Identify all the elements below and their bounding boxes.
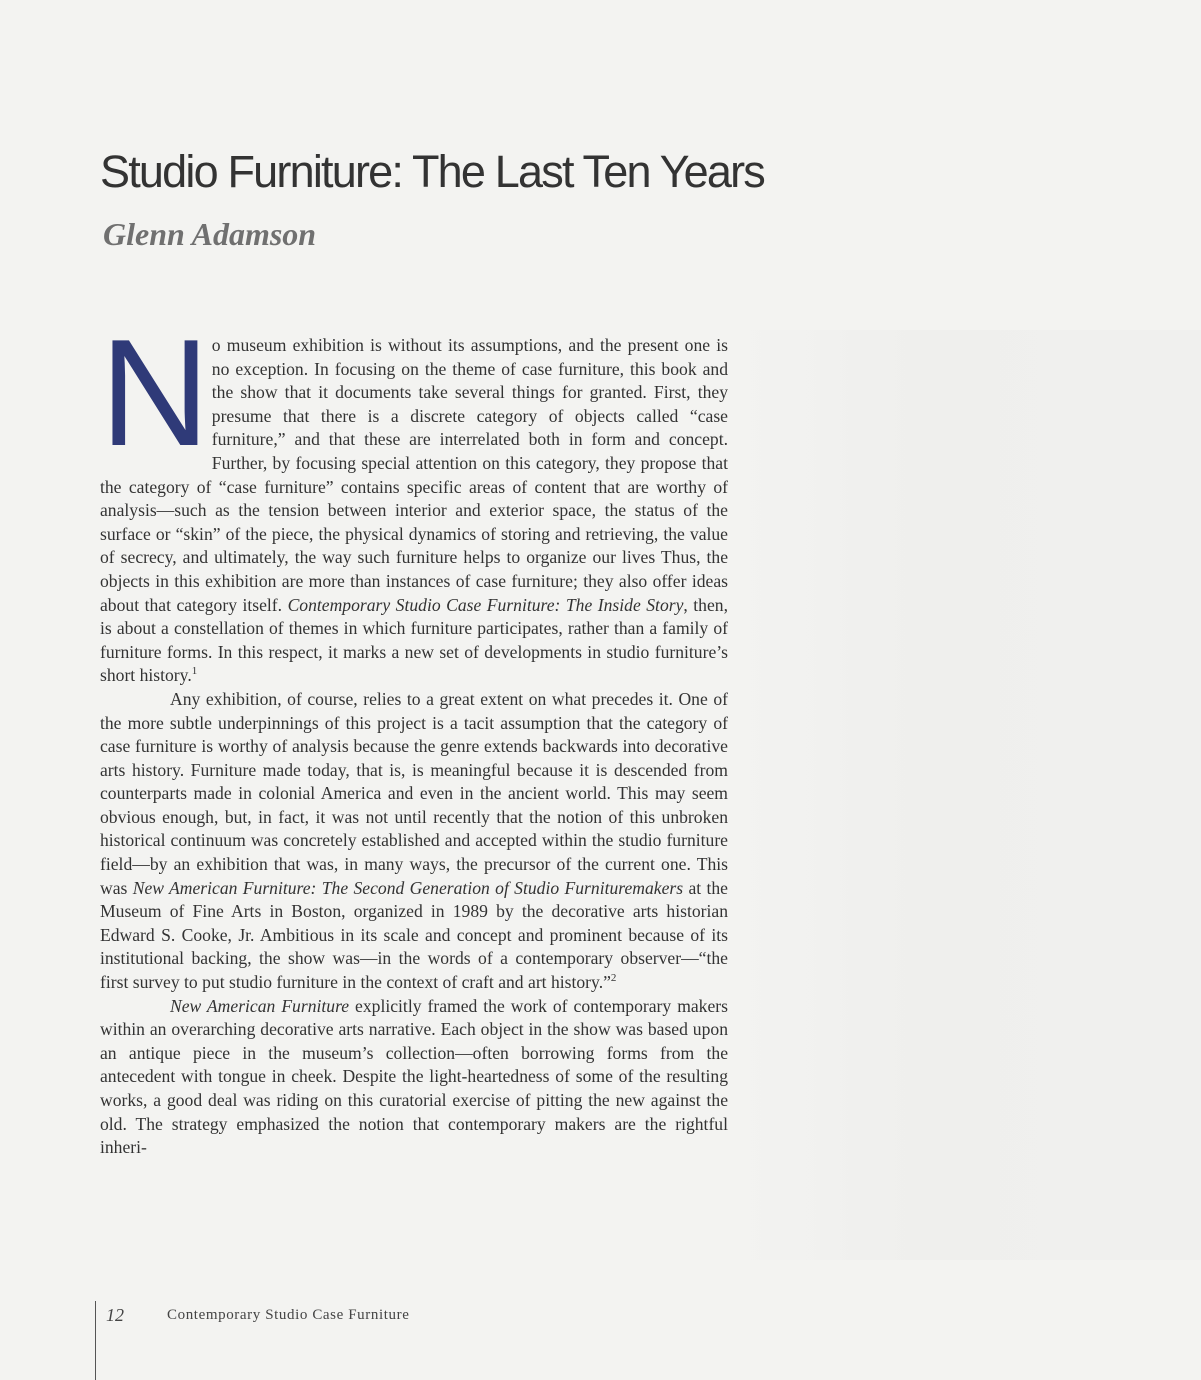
page-number: 12 — [106, 1305, 124, 1325]
paragraph-3: New American Furniture explicitly framed the work of contemporary makers within an overarching decorative arts narrative. Each object in the show was based upon an antique piece in the museum’s collection—often borrowing forms from the antecedent with tongue in cheek. Despite the light-heartedness of some of the resulting works, a good deal was riding on this curatorial exercise of pitting the new against the old. The strategy emphasized the notion that contemporary makers are the rightful inheri- — [100, 995, 728, 1158]
drop-cap: N — [100, 308, 206, 478]
paragraph-1: N o museum exhibition is without its assumptions, and the present one is no exception. In focusing on the theme of case furniture, this book and the show that it documents take several things for granted. First, they presume that there is a discrete category of objects called “case furniture,” and that these are interrelated both in form and concept. Further, by focusing special attention on this category, they propose that the category of “case furniture” contains specific areas of content that are worthy of analysis—such as the tension between interior and exterior space, the status of the surface or “skin” of the piece, the physical dynamics of storing and retrieving, the value of secrecy, and ultimately, the way such furniture helps to organize our lives Thus, the objects in this exhibition are more than instances of case furniture; they also offer ideas about that category itself. Contemporary Studio Case Furniture: The Inside Story, then, is about a constellation of themes in which furniture participates, rather than a family of furniture forms. In this respect, it marks a new set of developments in studio furniture’s short history.$^1$ — [100, 308, 728, 686]
footnote-ref-1: 1 — [191, 665, 198, 678]
footnote-ref-2: 2 — [610, 972, 617, 985]
article-body — [100, 308, 728, 1160]
paragraph-2: Any exhibition, of course, relies to a great extent on what precedes it. One of the more subtle underpinnings of this project is a tacit assumption that the category of case furniture is worthy of analysis because the genre extends backwards into decorative arts history. Furniture made today, that is, is meaningful because it is descended from counterparts made in colonial America and even in the ancient world. This may seem obvious enough, but, in fact, it was not until recently that the notion of this unbroken historical continuum was concretely established and accepted within the studio furniture field—by an exhibition that was, in many ways, the precursor of the current one. This was New American Furniture: The Second Generation of Studio Furnituremakers at the Museum of Fine Arts in Boston, organized in 1989 by the decorative arts historian Edward S. Cooke, Jr. Ambitious in its scale and concept and prominent because of its institutional backing, the show was—in the words of a contemporary observer—“the first survey to put studio furniture in the context of craft and art history.”$^2$ — [100, 688, 728, 993]
article-title: Studio Furniture: The Last Ten Years — [100, 146, 765, 197]
author-byline: Glenn Adamson — [103, 216, 317, 252]
footer-rule — [95, 1301, 96, 1380]
facing-page-bleed — [740, 330, 1201, 1260]
running-head: Contemporary Studio Case Furniture — [167, 1307, 410, 1323]
